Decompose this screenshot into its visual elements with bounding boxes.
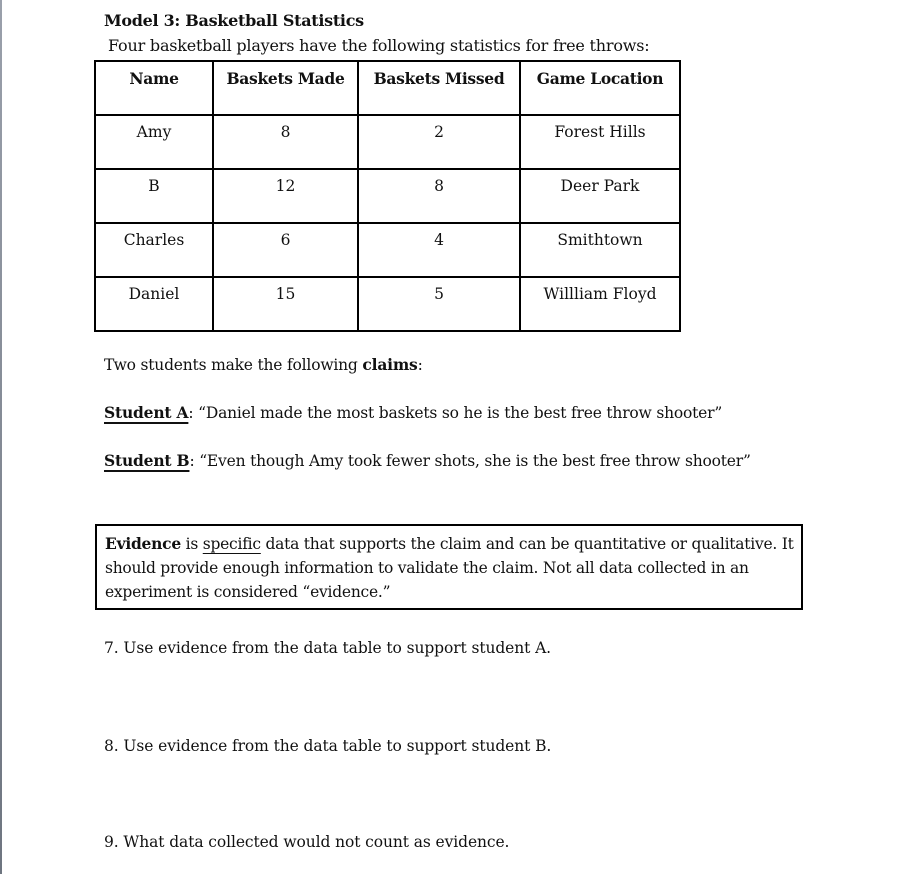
cell-baskets-made: 8 xyxy=(213,115,358,169)
cell-name: Charles xyxy=(95,223,213,277)
cell-baskets-made: 12 xyxy=(213,169,358,223)
evidence-text-pre: is xyxy=(180,535,203,553)
evidence-text-rest: data that supports the claim and can be quantitative or qualitative. It should provide enough information to validate the claim. Not all data collected in an experiment is considered “evidence.” xyxy=(105,535,794,601)
header-name: Name xyxy=(95,61,213,115)
cell-baskets-missed: 2 xyxy=(358,115,520,169)
claim-student-a xyxy=(104,403,722,422)
student-a-label: Student A xyxy=(104,403,189,422)
header-game-location: Game Location xyxy=(520,61,680,115)
cell-game-location: Deer Park xyxy=(520,169,680,223)
table-row xyxy=(95,223,680,277)
table-row xyxy=(95,169,680,223)
window-left-edge xyxy=(0,0,2,874)
table-row xyxy=(95,277,680,331)
claim-student-b xyxy=(104,451,751,470)
cell-baskets-missed: 5 xyxy=(358,277,520,331)
cell-baskets-missed: 4 xyxy=(358,223,520,277)
cell-name: B xyxy=(95,169,213,223)
header-baskets-made: Baskets Made xyxy=(213,61,358,115)
cell-baskets-missed: 8 xyxy=(358,169,520,223)
question-7: 7. Use evidence from the data table to support student A. xyxy=(104,639,551,657)
cell-name: Daniel xyxy=(95,277,213,331)
claims-intro xyxy=(104,355,423,374)
student-b-claim: : “Even though Amy took fewer shots, she is the best free throw shooter” xyxy=(189,452,751,470)
model-title: Model 3: Basketball Statistics xyxy=(104,11,364,30)
table-header-row xyxy=(95,61,680,115)
cell-baskets-made: 15 xyxy=(213,277,358,331)
table-row xyxy=(95,115,680,169)
model-subtitle: Four basketball players have the following statistics for free throws: xyxy=(108,36,650,55)
header-baskets-missed: Baskets Missed xyxy=(358,61,520,115)
evidence-term: Evidence xyxy=(105,534,181,553)
evidence-definition-box xyxy=(95,524,803,610)
student-b-label: Student B xyxy=(104,451,190,470)
cell-name: Amy xyxy=(95,115,213,169)
student-a-claim: : “Daniel made the most baskets so he is the best free throw shooter” xyxy=(188,404,723,422)
cell-game-location: Smithtown xyxy=(520,223,680,277)
evidence-underlined-word: specific xyxy=(202,535,261,553)
claims-intro-text: Two students make the following xyxy=(104,356,363,374)
cell-game-location: Willliam Floyd xyxy=(520,277,680,331)
claims-intro-colon: : xyxy=(417,356,423,374)
cell-baskets-made: 6 xyxy=(213,223,358,277)
claims-keyword: claims xyxy=(362,355,418,374)
question-9: 9. What data collected would not count as evidence. xyxy=(104,833,510,851)
question-8: 8. Use evidence from the data table to support student B. xyxy=(104,737,552,755)
cell-game-location: Forest Hills xyxy=(520,115,680,169)
basketball-stats-table xyxy=(94,60,681,332)
